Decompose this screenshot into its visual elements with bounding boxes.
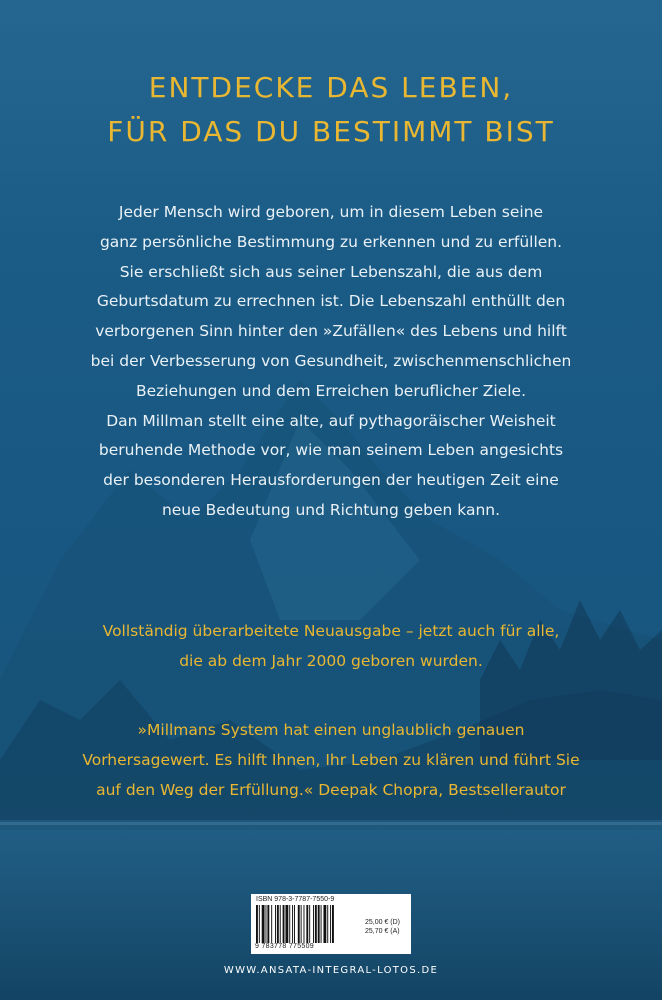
quote-line: Vorhersagewert. Es hilft Ihnen, Ihr Leben zu klären und führt Sie: [82, 751, 580, 769]
description-line: verborgenen Sinn hinter den »Zufällen« des Lebens und hilft: [95, 322, 567, 341]
description-line: ganz persönliche Bestimmung zu erkennen und zu erfüllen.: [99, 232, 563, 251]
edition-note: [40, 617, 622, 676]
description-line: Geburtsdatum zu errechnen ist. Die Lebenszahl enthüllt den: [96, 292, 566, 311]
book-description: [60, 198, 602, 526]
barcode-icon: [256, 905, 360, 943]
description-line: beruhende Methode vor, wie man seinem Leben angesichts: [98, 441, 564, 460]
publisher-website: WWW.ANSATA-INTEGRAL-LOTOS.DE: [223, 965, 439, 976]
description-line: Dan Millman stellt eine alte, auf pythagoräischer Weisheit: [106, 411, 556, 430]
isbn-number: ISBN 978-3-7787-7550-9: [256, 896, 335, 903]
barcode-digits: 9 783778 775509: [255, 943, 314, 950]
edition-note-line: Vollständig überarbeitete Neuausgabe – jetzt auch für alle,: [102, 622, 560, 640]
headline: [0, 66, 662, 154]
price-austria: 25,70 € (A): [365, 928, 400, 935]
price-germany: 25,00 € (D): [365, 919, 401, 926]
endorsement-quote: [40, 715, 622, 805]
description-line: Beziehungen und dem Erreichen beruflicher Ziele.: [135, 381, 526, 400]
edition-note-line: die ab dem Jahr 2000 geboren wurden.: [179, 651, 483, 670]
description-line: bei der Verbesserung von Gesundheit, zwischenmenschlichen: [90, 351, 572, 370]
quote-line: auf den Weg der Erfüllung.« Deepak Chopra, Bestsellerautor: [96, 781, 566, 799]
headline-line-1: ENTDECKE DAS LEBEN,: [148, 71, 514, 104]
barcode-label: [251, 894, 411, 954]
description-line: der besonderen Herausforderungen der heutigen Zeit eine: [103, 471, 559, 490]
description-line: neue Bedeutung und Richtung geben kann.: [161, 500, 501, 519]
quote-line: »Millmans System hat einen unglaublich genauen: [137, 721, 525, 739]
description-line: Jeder Mensch wird geboren, um in diesem Leben seine: [118, 203, 544, 221]
description-line: Sie erschließt sich aus seiner Lebenszahl, die aus dem: [119, 262, 543, 281]
headline-line-2: FÜR DAS DU BESTIMMT BIST: [107, 115, 555, 148]
